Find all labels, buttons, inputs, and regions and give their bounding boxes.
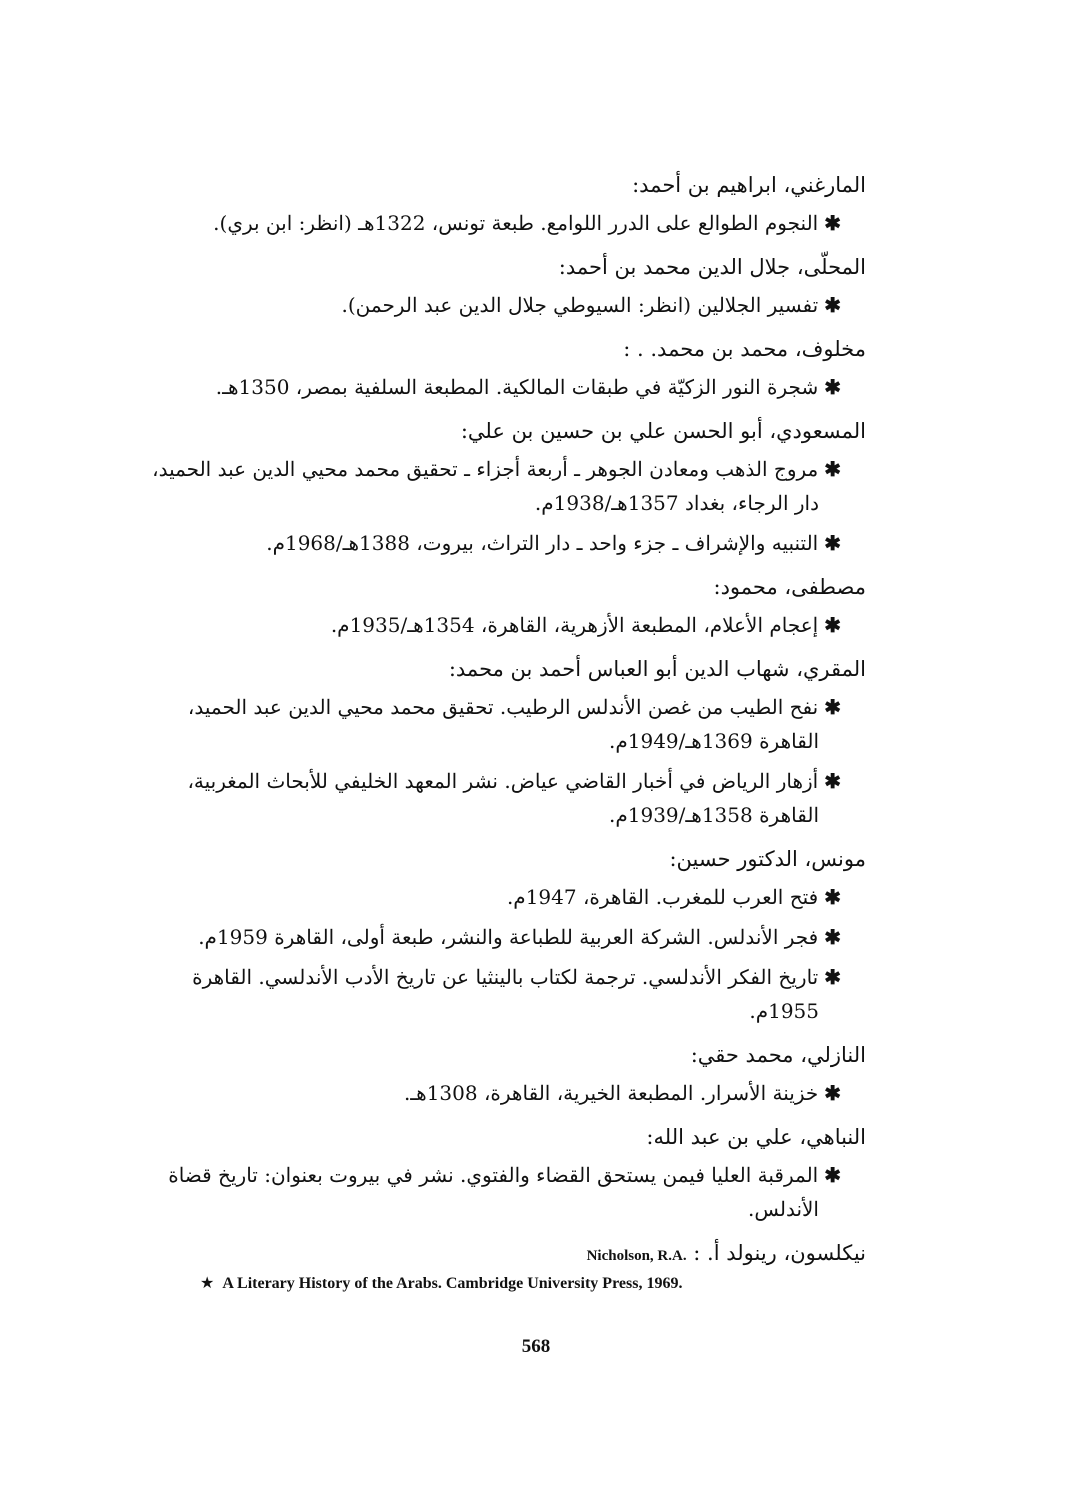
work-entry: ✱مروج الذهب ومعادن الجوهر ـ أربعة أجزاء ـ تحقيق محمد محيي الدين عبد الحميد، دار الرجاء، بغداد 1357هـ/1938م.	[152, 457, 841, 515]
bullet-icon: ✱	[824, 695, 841, 719]
author-heading: النباهي، علي بن عبد الله:	[646, 1125, 866, 1149]
work-entry: ✱تاريخ الفكر الأندلسي. ترجمة لكتاب بالينثيا عن تاريخ الأدب الأندلسي. القاهرة 1955م.	[192, 965, 841, 1023]
bullet-icon: ✱	[824, 769, 841, 793]
author-arabic-name: نيكلسون، رينولد أ. :	[693, 1241, 866, 1265]
work-entry: ✱خزينة الأسرار. المطبعة الخيرية، القاهرة، 1308هـ.	[403, 1081, 841, 1105]
work-entry: ✱نفح الطيب من غصن الأندلس الرطيب. تحقيق محمد محيي الدين عبد الحميد، القاهرة 1369هـ/1949م.	[187, 695, 841, 753]
work-entry: ✱شجرة النور الزكيّة في طبقات المالكية. المطبعة السلفية بمصر، 1350هـ.	[215, 375, 841, 399]
author-latin-name: Nicholson, R.A.	[586, 1248, 687, 1264]
bullet-icon: ✱	[824, 965, 841, 989]
author-heading: المحلّى، جلال الدين محمد بن أحمد:	[558, 255, 866, 279]
bibliography-list	[150, 168, 866, 1277]
work-entry: ✱تفسير الجلالين (انظر: السيوطي جلال الدين عبد الرحمن).	[341, 293, 841, 317]
author-heading: مونس، الدكتور حسين:	[669, 847, 866, 871]
bullet-icon: ✱	[824, 1163, 841, 1187]
author-heading: المسعودي، أبو الحسن علي بن حسين بن علي:	[460, 419, 866, 443]
author-heading: مصطفى، محمود:	[713, 575, 866, 599]
star-icon: ★	[200, 1275, 215, 1292]
bullet-icon: ✱	[824, 613, 841, 637]
work-entry: ✱فتح العرب للمغرب. القاهرة، 1947م.	[506, 885, 841, 909]
author-heading: مخلوف، محمد بن محمد. . :	[623, 337, 866, 361]
author-heading: المارغني، ابراهيم بن أحمد:	[632, 173, 866, 197]
author-heading: النازلي، محمد حقي:	[690, 1043, 866, 1067]
work-entry: ✱إعجام الأعلام، المطبعة الأزهرية، القاهرة، 1354هـ/1935م.	[330, 613, 841, 637]
bullet-icon: ✱	[824, 885, 841, 909]
bullet-icon: ✱	[824, 1081, 841, 1105]
bullet-icon: ✱	[824, 375, 841, 399]
page-number: 568	[521, 1336, 551, 1357]
work-entry: ✱أزهار الرياض في أخبار القاضي عياض. نشر المعهد الخليفي للأبحاث المغربية، القاهرة 1358هـ/1939م.	[187, 769, 841, 827]
work-entry: ✱فجر الأندلس. الشركة العربية للطباعة والنشر، طبعة أولى، القاهرة 1959م.	[198, 925, 841, 949]
bullet-icon: ✱	[824, 925, 841, 949]
work-entry: ✱المرقبة العليا فيمن يستحق القضاء والفتوي. نشر في بيروت بعنوان: تاريخ قضاة الأندلس.	[168, 1163, 841, 1221]
author-heading: المقري، شهاب الدين أبو العباس أحمد بن محمد:	[448, 657, 866, 681]
work-entry-latin: ★ A Literary History of the Arabs. Cambridge University Press, 1969.	[200, 1275, 683, 1292]
bullet-icon: ✱	[824, 293, 841, 317]
author-heading	[150, 1236, 866, 1273]
work-entry: ✱النجوم الطوالع على الدرر اللوامع. طبعة تونس، 1322هـ (انظر: ابن بري).	[213, 211, 841, 235]
bullet-icon: ✱	[824, 531, 841, 555]
bullet-icon: ✱	[824, 457, 841, 481]
bullet-icon: ✱	[824, 211, 841, 235]
work-entry: ✱التنبيه والإشراف ـ جزء واحد ـ دار التراث، بيروت، 1388هـ/1968م.	[266, 531, 841, 555]
